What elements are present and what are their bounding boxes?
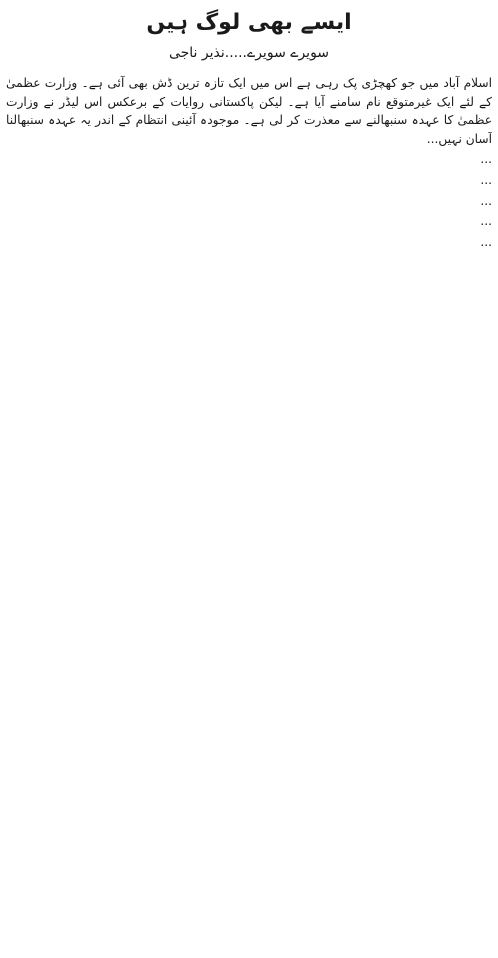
article-paragraph: ... <box>480 172 492 187</box>
article-paragraph: اسلام آباد میں جو کھچڑی پک رہی ہے اس میں ایک تازہ ترین ڈش بھی آئی ہے۔ وزارت عظمیٰ کے لئے ایک غیرمتوقع نام سامنے آیا ہے۔ لیکن پاکستانی روایات کے برعکس اس لیڈر نے وزارت عظمیٰ کا عہدہ سنبھالنے سے معذرت کر لی ہے۔ موجودہ آئینی انتظام کے اندر یہ عہدہ سنبھالنا آسان نہیں... <box>6 76 492 146</box>
article-byline: سویرے سویرے.....نذیر ناجی <box>168 45 330 61</box>
article-headline: ایسے بھی لوگ ہیں <box>146 10 352 35</box>
article-paragraph: ... <box>480 214 492 229</box>
article-paragraph: ... <box>480 193 492 208</box>
article-paragraph: ... <box>480 152 492 167</box>
article <box>6 4 492 954</box>
article-paragraph: ... <box>480 234 492 249</box>
article-body <box>6 74 492 251</box>
